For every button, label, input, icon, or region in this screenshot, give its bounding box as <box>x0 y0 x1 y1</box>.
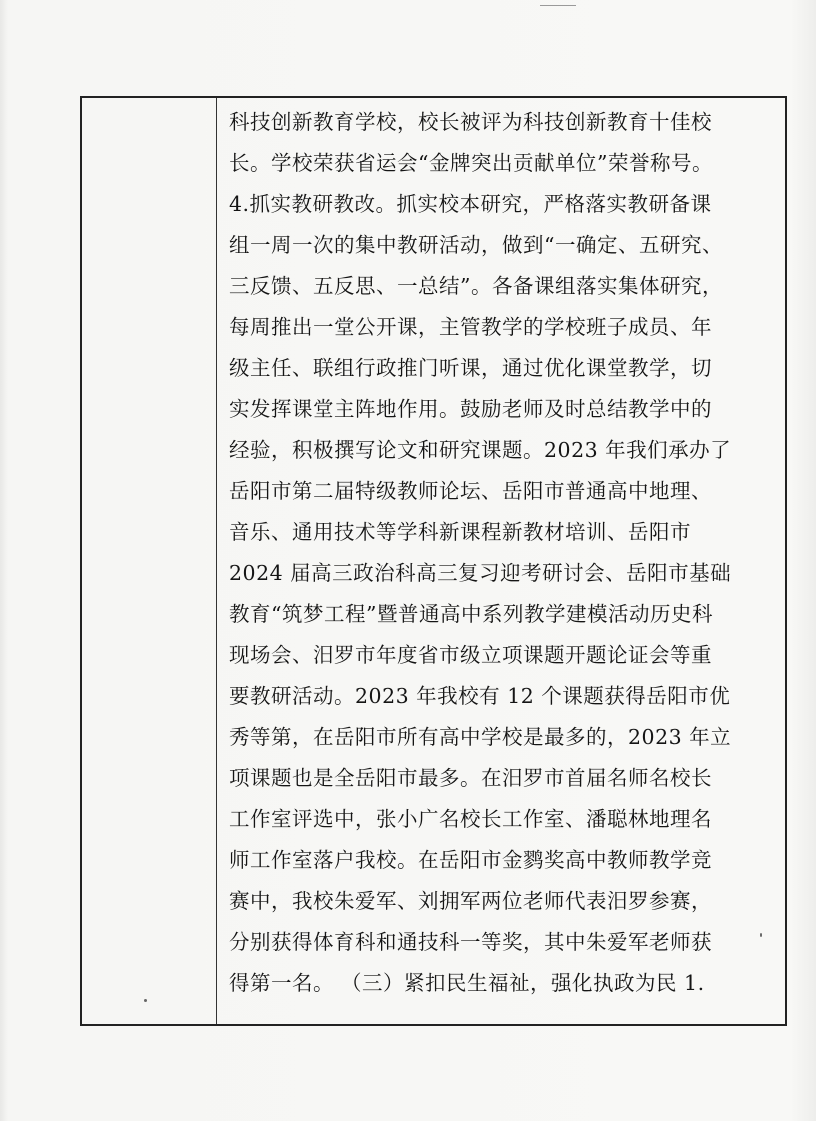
text-line: 经验，积极撰写论文和研究课题。2023 年我们承办了 <box>229 438 732 462</box>
text-line: 实发挥课堂主阵地作用。鼓励老师及时总结教学中的 <box>229 397 712 421</box>
scan-speck <box>760 933 762 937</box>
text-line: 组一周一次的集中教研活动，做到“一确定、五研究、 <box>229 233 723 257</box>
text-line: 音乐、通用技术等学科新课程新教材培训、岳阳市 <box>229 520 691 544</box>
text-line: 师工作室落户我校。在岳阳市金鹨奖高中教师教学竞 <box>229 848 712 872</box>
text-line: 工作室评选中，张小广名校长工作室、潘聪林地理名 <box>229 807 712 831</box>
scan-edge-mark <box>540 0 576 6</box>
text-line: 现场会、汨罗市年度省市级立项课题开题论证会等重 <box>229 643 712 667</box>
text-line: 科技创新教育学校，校长被评为科技创新教育十佳校 <box>229 110 712 134</box>
text-line: 分别获得体育科和通技科一等奖，其中朱爱军老师获 <box>229 930 712 954</box>
text-line: 教育“筑梦工程”暨普通高中系列教学建模活动历史科 <box>229 602 713 626</box>
text-line: 级主任、联组行政推门听课，通过优化课堂教学，切 <box>229 356 712 380</box>
table-frame <box>80 96 787 1026</box>
text-line: 长。学校荣获省运会“金牌突出贡献单位”荣誉称号。 <box>229 151 713 175</box>
text-line: 得第一名。 （三）紧扣民生福祉，强化执政为民 1. <box>229 971 705 995</box>
text-line: 2024 届高三政治科高三复习迎考研讨会、岳阳市基础 <box>229 561 732 585</box>
text-line: 三反馈、五反思、一总结”。各备课组落实集体研究， <box>229 274 723 298</box>
text-line: 项课题也是全岳阳市最多。在汨罗市首届名师名校长 <box>229 766 712 790</box>
table-content-cell <box>229 102 784 1004</box>
scan-speck <box>144 999 147 1002</box>
text-line: 要教研活动。2023 年我校有 12 个课题获得岳阳市优 <box>229 684 731 708</box>
text-line: 赛中，我校朱爱军、刘拥军两位老师代表汨罗参赛， <box>229 889 712 913</box>
text-line: 岳阳市第二届特级教师论坛、岳阳市普通高中地理、 <box>229 479 712 503</box>
table-left-column <box>82 98 217 1024</box>
text-line: 秀等第，在岳阳市所有高中学校是最多的，2023 年立 <box>229 725 732 749</box>
text-line: 4.抓实教研教改。抓实校本研究，严格落实教研备课 <box>229 192 712 216</box>
text-line: 每周推出一堂公开课，主管教学的学校班子成员、年 <box>229 315 712 339</box>
